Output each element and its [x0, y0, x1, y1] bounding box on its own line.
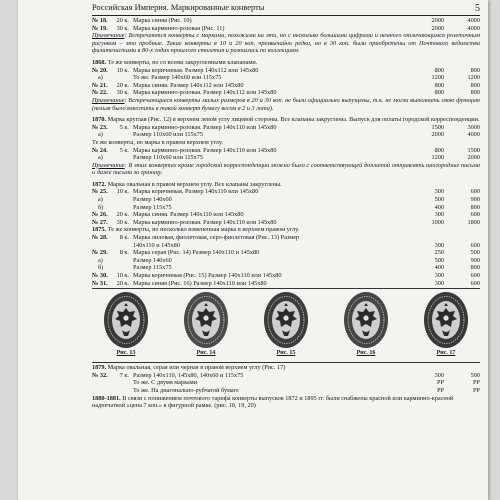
section-text: Те же конверты, но несколько измененная марка в верхнем правом углу.	[106, 226, 300, 234]
catalog-number: № 30.	[92, 272, 108, 279]
denomination: 20 к.	[116, 211, 129, 219]
catalog-number: № 31.	[92, 279, 108, 287]
denomination: 20 к.	[116, 17, 129, 24]
price-mint: 500	[434, 256, 444, 264]
price-mint: 300	[434, 188, 444, 196]
header-title: Российская Империя. Маркированные конверты	[92, 3, 265, 12]
item-description: Размер 140х60	[133, 196, 172, 204]
price-used: 4000	[467, 131, 480, 139]
item-description: Размер 115х75	[133, 203, 172, 211]
catalog-row	[92, 379, 480, 387]
price-used: 800	[470, 66, 480, 74]
price-mint: РР	[437, 386, 444, 394]
section-text: В связи с понижением почтового тарифа конверты выпусков 1872 и 1895 гг. были снабжены красной или карминно-красной надпечаткой «цена 7 коп.» в фигурной рамке. (рис. 18, 19, 20)	[92, 394, 454, 410]
catalog-row	[92, 264, 480, 272]
price-mint: 1200	[431, 154, 444, 162]
catalog-number: № 19.	[92, 24, 108, 32]
price-used: 3000	[467, 123, 480, 131]
item-description: 140х110 и 145х80	[133, 241, 180, 249]
catalog-number: № 21.	[92, 81, 108, 89]
item-description: Марка синяя (Рис. 16) Размер 140х110 или 145х80	[133, 279, 267, 287]
price-mint: 400	[434, 203, 444, 211]
section-heading	[92, 395, 480, 410]
price-mint: 1000	[431, 218, 444, 226]
price-used: 800	[470, 264, 480, 272]
denomination	[111, 379, 133, 387]
catalog-row	[92, 188, 480, 196]
figure-caption: Рис. 17	[436, 350, 456, 357]
catalog-number: б)	[98, 203, 104, 211]
figure-caption: Рис. 13	[116, 350, 136, 357]
denomination: 5 к.	[119, 146, 129, 154]
stamp-image	[343, 291, 389, 349]
catalog-number	[92, 379, 111, 387]
section-year: 1872.	[92, 180, 107, 188]
price-used: 2000	[467, 154, 480, 162]
catalog-number	[92, 242, 111, 250]
section-year: 1868.	[92, 58, 107, 66]
note-text: : Встречаются конверты с марками, похожими на эти, но с несколько большими цифрами и немного отличающимся розеточным рисунком – это пробные. Такие конверты в 10 и 20 коп. чрезвычайно редки, но в 30 коп. были приобретены от Почтового ведомства филателистами в 80-х годах прошлого столетия и разошлись по коллекциям.	[92, 32, 480, 55]
price-mint: 1500	[431, 123, 444, 131]
section-year: 1870.	[92, 116, 107, 124]
catalog-row	[92, 204, 480, 212]
catalog-number: № 26.	[92, 211, 108, 219]
item-description: То же. Размер 140х60 или 115х75	[133, 74, 222, 82]
price-used: 600	[470, 211, 480, 219]
note-paragraph	[92, 97, 480, 112]
page-header	[92, 3, 480, 14]
price-mint: 300	[434, 211, 444, 219]
denomination	[111, 74, 133, 82]
denomination	[111, 154, 133, 162]
catalog-number: № 28.	[92, 234, 108, 242]
price-used: 1200	[467, 74, 480, 82]
price-mint: 300	[434, 272, 444, 279]
catalog-number	[92, 387, 111, 395]
catalog-row	[92, 124, 480, 132]
price-used: РР	[473, 379, 480, 387]
price-used: 4000	[467, 24, 480, 32]
price-used: 600	[470, 279, 480, 287]
price-used: 1800	[467, 218, 480, 226]
item-description: Марка синяя (Рис. 10)	[133, 17, 192, 24]
price-mint: 2000	[431, 24, 444, 32]
stamp-figure	[174, 291, 238, 361]
catalog-row	[92, 82, 480, 90]
stamp-figure	[94, 291, 158, 361]
price-mint: 400	[434, 264, 444, 272]
note-paragraph	[92, 162, 480, 177]
price-used: 800	[470, 89, 480, 97]
item-description: Марка карминно-розовая (Рис. 11)	[133, 24, 225, 32]
catalog-row	[92, 74, 480, 82]
item-description: Марка синяя. Размер 140х110 или 145х80	[133, 211, 244, 219]
item-description: Размер 110х60 или 115х75	[133, 154, 204, 162]
catalog-number: а)	[98, 256, 103, 264]
item-description: То же. С двумя марками	[133, 379, 198, 387]
item-description: Размер 110х60 или 115х75	[133, 131, 204, 139]
item-description: Марка карминно-розовая. Размер 140х110 или 145х80	[133, 218, 277, 226]
price-used: РР	[473, 386, 480, 394]
section-year: 1879.	[92, 364, 107, 372]
price-mint: РР	[437, 379, 444, 387]
price-used: 500	[470, 249, 480, 257]
stamp-image	[183, 291, 229, 349]
catalog-number: а)	[98, 196, 103, 204]
price-mint: 800	[434, 81, 444, 89]
section-year: 1875.	[92, 226, 107, 234]
catalog-row	[92, 272, 480, 280]
catalog-row	[92, 147, 480, 155]
catalog-row	[92, 131, 480, 139]
catalog-number: № 18.	[92, 17, 108, 24]
item-description: Размер 140х110, 145х80, 140х60 и 115х75	[133, 371, 244, 379]
price-used: 600	[470, 272, 480, 279]
catalog-number: № 32.	[92, 371, 108, 379]
denomination: 30 к.	[116, 89, 129, 97]
catalog-number: № 20.	[92, 66, 108, 74]
denomination	[111, 204, 133, 212]
price-mint: 500	[434, 196, 444, 204]
section-text: Те же конверты, но марка в правом верхнем углу.	[92, 138, 223, 146]
price-mint	[410, 234, 444, 242]
denomination: 10 к.	[116, 272, 129, 279]
item-description: Марка синяя. Размер 140х112 или 145х80	[133, 81, 244, 89]
catalog-entries-top	[92, 17, 480, 287]
item-description: Марка коричневая. Размер 140х112 или 145х80	[133, 66, 259, 74]
price-mint: 2000	[431, 131, 444, 139]
catalog-entries-bottom	[92, 364, 480, 410]
stamp-image	[263, 291, 309, 349]
denomination: 7 к.	[119, 371, 129, 379]
stamp-figure	[254, 291, 318, 361]
denomination: 8 к.	[119, 249, 129, 257]
denomination	[111, 131, 133, 139]
price-mint: 800	[434, 66, 444, 74]
catalog-row	[92, 196, 480, 204]
denomination: 20 к.	[116, 81, 129, 89]
catalog-row	[92, 257, 480, 265]
figure-strip	[94, 291, 478, 361]
denomination	[111, 264, 133, 272]
price-mint: 300	[434, 241, 444, 249]
item-description: Размер 115х75	[133, 264, 172, 272]
catalog-number: № 22.	[92, 89, 108, 97]
denomination: 5 к.	[119, 123, 129, 131]
section-heading	[92, 139, 480, 147]
stamp-figure	[414, 291, 478, 361]
section-text: Марка круглая (Рис. 12) в верхнем левом углу лицевой стороны. Все клапаны закруглены. Выпуск для оплаты городской корреспонденции.	[106, 116, 480, 124]
section-heading	[92, 364, 480, 372]
denomination	[111, 387, 133, 395]
price-used	[444, 234, 480, 242]
catalog-row	[92, 154, 480, 162]
catalog-number: № 29.	[92, 249, 108, 257]
item-description: Марка карминно-розовая. Размер 140х112 или 145х80	[133, 89, 277, 97]
catalog-page	[18, 0, 488, 500]
denomination: 20 к.	[116, 279, 129, 287]
catalog-number: б)	[98, 264, 104, 272]
page-number: 5	[475, 3, 480, 14]
catalog-number: а)	[98, 154, 103, 162]
catalog-number: № 24.	[92, 146, 108, 154]
catalog-row	[92, 234, 480, 242]
section-heading	[92, 116, 480, 124]
stamp-image	[423, 291, 469, 349]
price-used: 600	[470, 188, 480, 196]
price-used: 900	[470, 196, 480, 204]
price-mint: 300	[434, 371, 444, 379]
section-heading	[92, 226, 480, 234]
price-used: 600	[470, 241, 480, 249]
item-description: Марка карминно-розовая. Размер 140х110 или 145х80	[133, 123, 277, 131]
divider	[92, 288, 480, 289]
note-text: : Встречающиеся конверты малых размеров в 20 и 30 коп. не были официально выпущены, т.к. не могли выполнить свою функцию (нельзя было вместить в такой конверт бумагу весом в 2 и 3 лота).	[92, 96, 480, 112]
price-used: 500	[470, 371, 480, 379]
price-mint: 800	[434, 146, 444, 154]
denomination	[111, 196, 133, 204]
price-used: 4000	[467, 17, 480, 24]
figure-caption: Рис. 16	[356, 350, 376, 357]
catalog-row	[92, 372, 480, 380]
note-paragraph	[92, 32, 480, 55]
price-mint: 2000	[431, 17, 444, 24]
note-label: Примечание	[92, 161, 125, 169]
price-mint: 800	[434, 89, 444, 97]
section-text: Марка овальная, серая или черная в правом верхнем углу (Рис. 17)	[106, 364, 286, 372]
catalog-number: а)	[98, 131, 103, 139]
catalog-row	[92, 242, 480, 250]
section-heading	[92, 59, 480, 67]
catalog-row	[92, 387, 480, 395]
header-rule	[92, 15, 480, 16]
catalog-row	[92, 280, 480, 288]
item-description: Марка лиловая, фиолетовая, серо-фиолетовая (Рис. 13) Размер	[133, 234, 300, 242]
stamp-figure	[334, 291, 398, 361]
divider	[92, 362, 480, 363]
price-mint: 300	[434, 279, 444, 287]
note-label: Примечание	[92, 32, 125, 40]
catalog-row	[92, 89, 480, 97]
price-used: 800	[470, 203, 480, 211]
item-description: То же. На диагонально-рубчатой бумаге	[133, 386, 239, 394]
price-mint: 1200	[431, 74, 444, 82]
catalog-body	[92, 17, 480, 410]
figure-caption: Рис. 14	[196, 350, 216, 357]
section-year: 1880-1881.	[92, 394, 121, 402]
section-text: Марка овальная в правом верхнем углу. Все клапаны закруглены.	[106, 180, 282, 188]
catalog-row	[92, 17, 480, 25]
price-used: 900	[470, 256, 480, 264]
note-label: Примечание	[92, 96, 125, 104]
catalog-number: № 23.	[92, 123, 108, 131]
item-description: Марка коричневая (Рис. 15) Размер 140х110 или 145х80	[133, 272, 282, 279]
catalog-row	[92, 249, 480, 257]
section-text: Те же конверты, но со всеми закругленными клапанами.	[106, 58, 258, 66]
item-description: Размер 140х60	[133, 256, 172, 264]
denomination	[111, 242, 133, 250]
denomination	[111, 257, 133, 265]
catalog-number: а)	[98, 74, 103, 82]
denomination: 30 к.	[116, 24, 129, 32]
price-used: 1500	[467, 146, 480, 154]
note-text: : В этих конвертах кроме городской корреспонденции можно было с соответствующей доплатой отправлять иногородние письма и даже письма за границу.	[92, 161, 480, 177]
price-mint: 250	[434, 249, 444, 257]
catalog-row	[92, 211, 480, 219]
denomination: 8 к.	[119, 234, 129, 242]
denomination: 30 к.	[116, 218, 129, 226]
catalog-row	[92, 219, 480, 227]
denomination: 10 к.	[116, 188, 129, 196]
denomination: 10 к.	[116, 66, 129, 74]
catalog-row	[92, 67, 480, 75]
item-description: Марка карминно-розовая. Размер 140х110 или 145х80	[133, 146, 277, 154]
item-description: Марка коричневая. Размер 140х110 или 145х80	[133, 188, 259, 196]
stamp-image	[103, 291, 149, 349]
catalog-row	[92, 25, 480, 33]
catalog-number: № 25.	[92, 188, 108, 196]
catalog-number: № 27.	[92, 218, 108, 226]
item-description: Марка серая (Рис. 14) Размер 140х110 и 145х80	[133, 249, 260, 257]
price-used: 800	[470, 81, 480, 89]
figure-caption: Рис. 15	[276, 350, 296, 357]
section-heading	[92, 181, 480, 189]
